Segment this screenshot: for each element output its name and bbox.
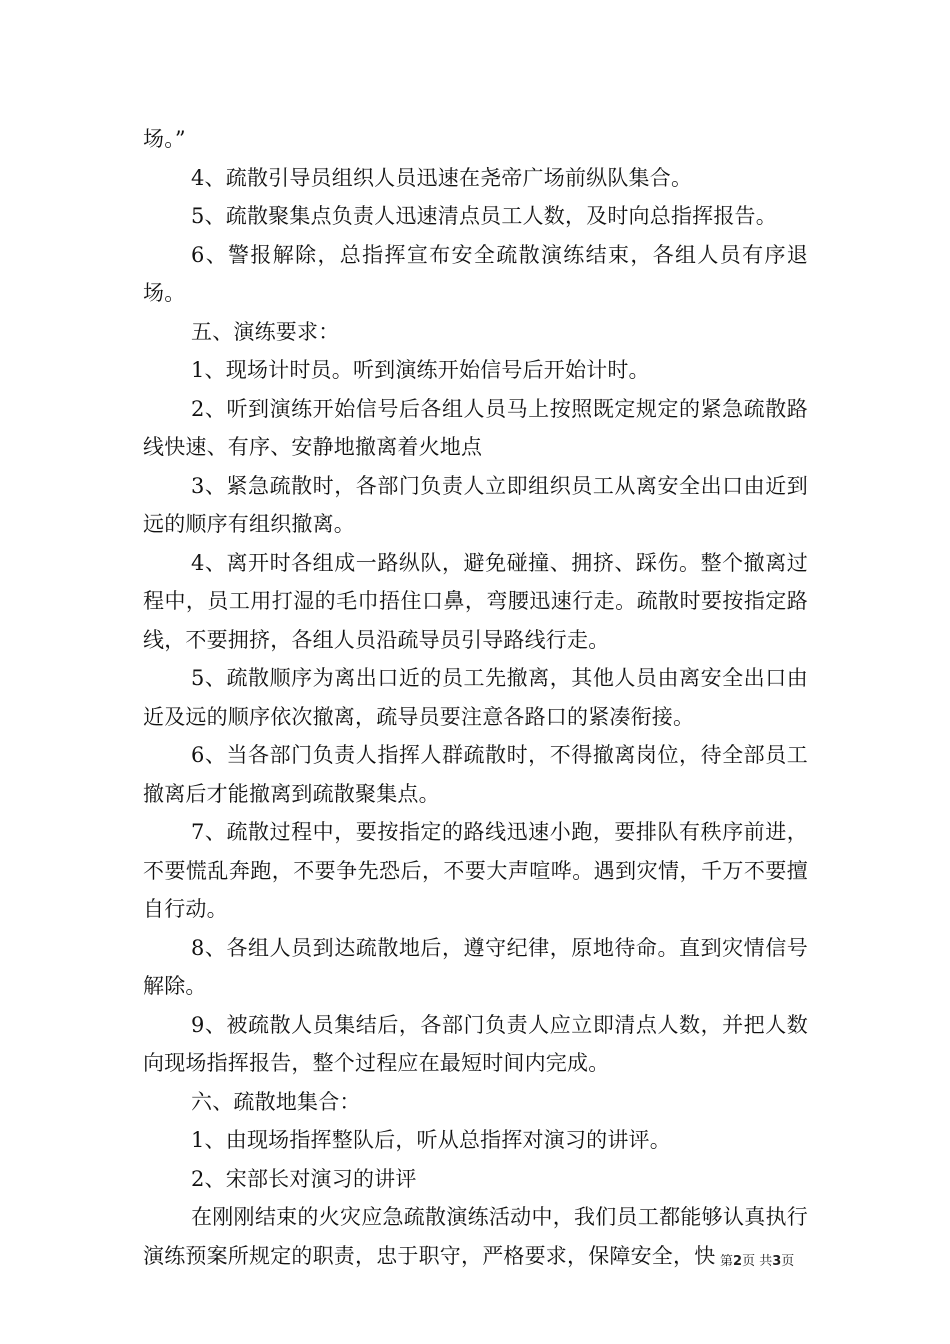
paragraph: 1、由现场指挥整队后，听从总指挥对演习的讲评。: [191, 1128, 671, 1152]
paragraph: 4、疏散引导员组织人员迅速在尧帝广场前纵队集合。: [191, 165, 693, 190]
page-footer: [720, 1250, 840, 1269]
paragraph: 5、疏散顺序为离出口近的员工先撤离，其他人员由离安全出口由近及远的顺序依次撤离，疏导员要注意各路口的紧凑衔接。: [143, 666, 808, 729]
footer-prefix: 第: [720, 1254, 734, 1269]
paragraph: 3、紧急疏散时，各部门负责人立即组织员工从离安全出口由近到远的顺序有组织撤离。: [143, 473, 808, 536]
section-heading: 六、疏散地集合：: [191, 1089, 361, 1114]
current-page-number: 2: [733, 1254, 743, 1269]
paragraph: 6、当各部门负责人指挥人群疏散时，不得撤离岗位，待全部员工撤离后才能撤离到疏散聚集点。: [143, 743, 808, 806]
paragraph: 场。”: [143, 127, 186, 151]
paragraph: 8、各组人员到达疏散地后，遵守纪律，原地待命。直到灾情信号解除。: [143, 935, 808, 998]
paragraph: 6、警报解除，总指挥宣布安全疏散演练结束，各组人员有序退场。: [143, 242, 808, 305]
paragraph: 在刚刚结束的火灾应急疏散演练活动中，我们员工都能够认真执行演练预案所规定的职责，忠于职守，严格要求，保障安全，快: [143, 1205, 808, 1268]
paragraph: 4、离开时各组成一路纵队，避免碰撞、拥挤、踩伤。整个撤离过程中，员工用打湿的毛巾捂住口鼻，弯腰迅速行走。疏散时要按指定路线，不要拥挤，各组人员沿疏导员引导路线行走。: [143, 550, 808, 652]
paragraph: 7、疏散过程中，要按指定的路线迅速小跑，要排队有秩序前进，不要慌乱奔跑，不要争先恐后，不要大声喧哗。遇到灾情，千万不要擅自行动。: [143, 820, 808, 921]
paragraph: 9、被疏散人员集结后，各部门负责人应立即清点人数，并把人数向现场指挥报告，整个过程应在最短时间内完成。: [143, 1012, 808, 1075]
paragraph: 2、宋部长对演习的讲评: [191, 1166, 417, 1191]
paragraph: 1、现场计时员。听到演练开始信号后开始计时。: [191, 358, 650, 382]
document-body: [143, 120, 808, 1275]
section-heading: 五、演练要求：: [191, 319, 340, 344]
paragraph: 2、听到演练开始信号后各组人员马上按照既定规定的紧急疏散路线快速、有序、安静地撤离着火地点: [143, 396, 808, 459]
footer-suffix: 页: [781, 1254, 795, 1269]
footer-middle: 页 共: [742, 1254, 773, 1269]
paragraph: 5、疏散聚集点负责人迅速清点员工人数，及时向总指挥报告。: [191, 204, 777, 228]
total-pages-number: 3: [772, 1254, 782, 1269]
